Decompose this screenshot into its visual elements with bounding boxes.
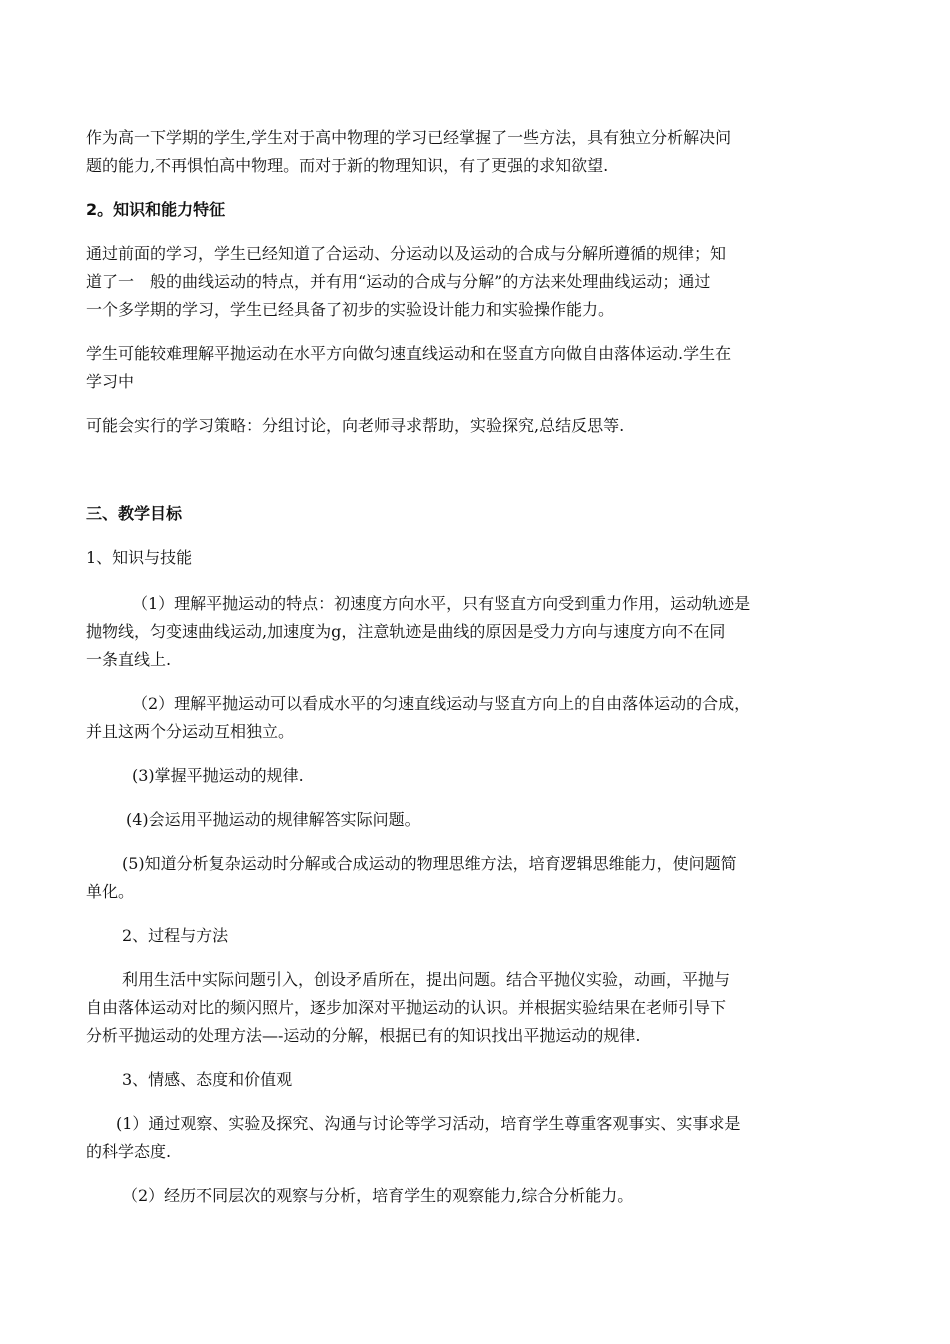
text-line: 作为高一下学期的学生,学生对于高中物理的学习已经掌握了一些方法，具有独立分析解决问 [86, 128, 732, 147]
goal-item-1 [86, 590, 864, 674]
emotion-item-2: （2）经历不同层次的观察与分析，培育学生的观察能力,综合分析能力。 [122, 1186, 634, 1205]
method-paragraph [86, 966, 864, 1050]
subheading-process-method: 2、过程与方法 [122, 926, 229, 945]
text-line: 自由落体运动对比的频闪照片，逐步加深对平抛运动的认识。并根据实验结果在老师引导下 [86, 998, 727, 1017]
goal-item-5 [86, 850, 864, 906]
text-line: 并且这两个分运动互相独立。 [86, 722, 295, 741]
subheading-emotion-attitude-values: 3、情感、态度和价值观 [122, 1070, 293, 1089]
text-line: 道了一 般的曲线运动的特点，并有用“运动的合成与分解”的方法来处理曲线运动；通过 [86, 272, 711, 291]
text-line: 一个多学期的学习，学生已经具备了初步的实验设计能力和实验操作能力。 [86, 300, 615, 319]
goal-item-3: (3)掌握平抛运动的规律. [132, 766, 304, 785]
learning-strategy-paragraph: 可能会实行的学习策略：分组讨论，向老师寻求帮助，实验探究,总结反思等. [86, 416, 625, 435]
goal-item-4: (4)会运用平抛运动的规律解答实际问题。 [126, 810, 421, 829]
text-line: 利用生活中实际问题引入，创设矛盾所在，提出问题。结合平抛仪实验，动画，平抛与 [122, 970, 731, 989]
emotion-item-1 [86, 1110, 864, 1166]
text-line: （1）理解平抛运动的特点：初速度方向水平，只有竖直方向受到重力作用，运动轨迹是 [132, 594, 751, 613]
prior-knowledge-paragraph [86, 240, 864, 324]
text-line: 抛物线，匀变速曲线运动,加速度为g，注意轨迹是曲线的原因是受力方向与速度方向不在同 [86, 622, 726, 641]
text-line: 学习中 [86, 372, 135, 391]
text-line: 学生可能较难理解平抛运动在水平方向做匀速直线运动和在竖直方向做自由落体运动.学生在 [86, 344, 732, 363]
student-background-paragraph [86, 124, 864, 180]
text-line: 通过前面的学习，学生已经知道了合运动、分运动以及运动的合成与分解所遵循的规律；知 [86, 244, 727, 263]
text-line: 一条直线上. [86, 650, 172, 669]
subheading-knowledge-skills: 1、知识与技能 [86, 548, 193, 567]
difficulty-paragraph [86, 340, 864, 396]
text-line: 分析平抛运动的处理方法—-运动的分解，根据已有的知识找出平抛运动的规律. [86, 1026, 641, 1045]
goal-item-2 [86, 690, 864, 746]
text-line: (1）通过观察、实验及探究、沟通与讨论等学习活动，培育学生尊重客观事实、实事求是 [116, 1114, 741, 1133]
text-line: 题的能力,不再惧怕高中物理。而对于新的物理知识，有了更强的求知欲望. [86, 156, 609, 175]
section-heading-knowledge-ability: 2。知识和能力特征 [86, 200, 226, 219]
text-line: 单化。 [86, 882, 135, 901]
text-line: (5)知道分析复杂运动时分解或合成运动的物理思维方法，培育逻辑思维能力，使问题简 [122, 854, 737, 873]
text-line: 的科学态度. [86, 1142, 172, 1161]
text-line: （2）理解平抛运动可以看成水平的匀速直线运动与竖直方向上的自由落体运动的合成， [132, 694, 751, 713]
section-heading-teaching-goals: 三、教学目标 [86, 504, 183, 523]
